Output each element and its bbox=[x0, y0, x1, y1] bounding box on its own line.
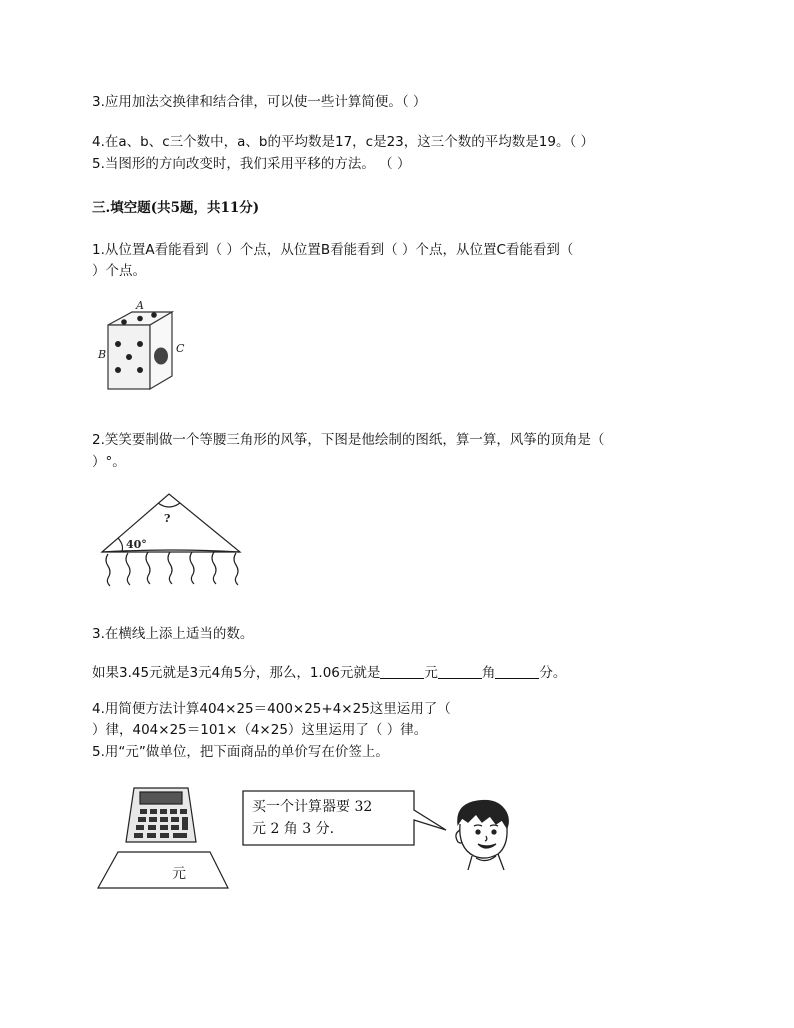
dice-front-dot bbox=[126, 354, 132, 360]
dice-front-dot bbox=[137, 367, 143, 373]
fill-q5-line1: 5.用“元”做单位，把下面商品的单价写在价签上。 bbox=[92, 744, 389, 760]
view-label-a: A bbox=[136, 299, 144, 312]
view-label-c: C bbox=[176, 342, 185, 355]
dice-top-dot bbox=[137, 316, 143, 322]
fill-q3-line1: 3.在横线上添上适当的数。 bbox=[92, 626, 254, 642]
fill-q1-line2: ）个点。 bbox=[92, 263, 146, 279]
kite-triangle-figure bbox=[98, 490, 246, 590]
apex-unknown-label: ? bbox=[164, 512, 171, 525]
fill-q4-line1: 4.用简便方法计算404×25＝400×25+4×25这里运用了（ bbox=[92, 701, 451, 717]
dice-right-dot bbox=[154, 348, 168, 365]
fill-q2-line1: 2.笑笑要制做一个等腰三角形的风筝，下图是他绘制的图纸，算一算，风筝的顶角是（ bbox=[92, 432, 605, 448]
blank-yuan[interactable] bbox=[380, 664, 424, 679]
judgement-q3: 3.应用加法交换律和结合律，可以使一些计算简便。（ ） bbox=[92, 94, 427, 110]
base-angle-label: 40° bbox=[126, 538, 147, 551]
fill-q1-line1: 1.从位置A看能看到（ ）个点，从位置B看能看到（ ）个点，从位置C看能看到（ bbox=[92, 242, 574, 258]
unit-jiao: 角 bbox=[481, 665, 496, 681]
fill-q3-line2 bbox=[92, 663, 566, 683]
dice-front-dot bbox=[115, 341, 121, 347]
dice-front-dot bbox=[115, 367, 121, 373]
blank-fen[interactable] bbox=[495, 664, 539, 679]
section-title: 三.填空题(共5题，共11分) bbox=[92, 200, 260, 216]
judgement-q4: 4.在a、b、c三个数中，a、b的平均数是17，c是23，这三个数的平均数是19。（ ） bbox=[92, 134, 594, 150]
dice-top-dot bbox=[121, 319, 127, 325]
bubble-line-2: 元 2 角 3 分. bbox=[252, 821, 335, 837]
dice-top-dot bbox=[151, 312, 157, 318]
boy-figure bbox=[452, 798, 516, 872]
view-label-b: B bbox=[98, 348, 107, 361]
unit-fen: 分。 bbox=[539, 665, 567, 681]
dice-front-dot bbox=[137, 341, 143, 347]
judgement-q5: 5.当图形的方向改变时，我们采用平移的方法。 （ ） bbox=[92, 156, 411, 172]
fill-q3-prefix: 如果3.45元就是3元4角5分，那么，1.06元就是 bbox=[92, 665, 381, 681]
calculator-figure bbox=[94, 782, 234, 892]
fill-q4-line2: ）律，404×25＝101×（4×25）这里运用了（ ）律。 bbox=[92, 722, 428, 738]
dice-figure bbox=[96, 300, 196, 396]
unit-yuan: 元 bbox=[424, 665, 438, 681]
blank-jiao[interactable] bbox=[438, 664, 482, 679]
price-tag-unit: 元 bbox=[172, 866, 186, 882]
fill-q2-line2: ）°。 bbox=[92, 454, 126, 470]
speech-bubble-text bbox=[252, 796, 422, 840]
bubble-line-1: 买一个计算器要 32 bbox=[252, 799, 373, 815]
